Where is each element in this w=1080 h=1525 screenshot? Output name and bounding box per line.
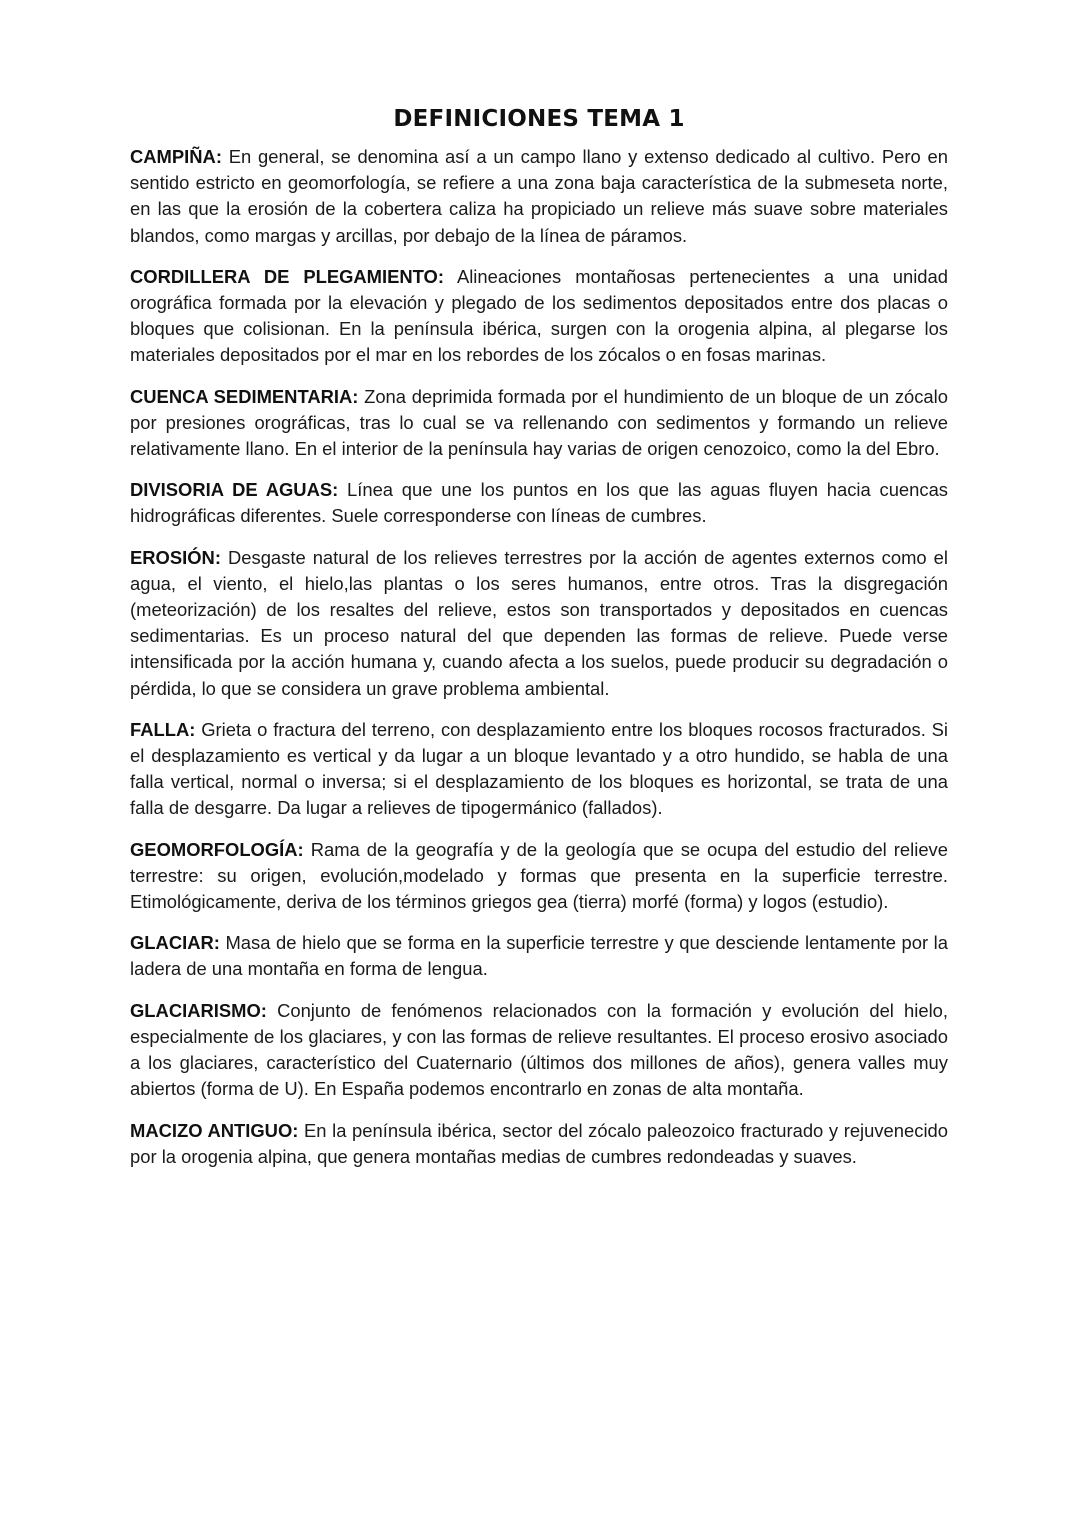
definition-term: EROSIÓN:: [130, 546, 221, 568]
definition-text: Grieta o fractura del terreno, con desplazamiento entre los bloques rocosos fracturados. Si el desplazamiento es vertical y da lugar a un bloque levantado y a otro hundido, se habla de una falla vertical, normal o inversa; si el desplazamiento de los bloques es horizontal, se trata de una falla de desgarre. Da lugar a relieves de tipogermánico (fallados).: [130, 718, 948, 819]
definition-text: Desgaste natural de los relieves terrestres por la acción de agentes externos como el agua, el viento, el hielo,las plantas o los seres humanos, entre otros. Tras la disgregación (meteorización) de los resaltes del relieve, estos son transportados y depositados en cuencas sedimentarias. Es un proceso natural del que dependen las formas de relieve. Puede verse intensificada por la acción humana y, cuando afecta a los suelos, puede producir su degradación o pérdida, lo que se considera un grave problema ambiental.: [130, 546, 948, 699]
definition-entry-divisoria-de-aguas: [130, 477, 948, 529]
definition-text: Alineaciones montañosas pertenecientes a una unidad orográfica formada por la elevación y plegado de los sedimentos depositados entre dos placas o bloques que colisionan. En la península ibérica, surgen con la orogenia alpina, al plegarse los materiales depositados por el mar en los rebordes de los zócalos o en fosas marinas.: [130, 265, 948, 366]
definition-entry-macizo-antiguo: [130, 1118, 948, 1170]
definition-term: CUENCA SEDIMENTARIA:: [130, 385, 359, 407]
definition-text: Zona deprimida formada por el hundimiento de un bloque de un zócalo por presiones orográficas, tras lo cual se va rellenando con sedimentos y formando un relieve relativamente llano. En el interior de la península hay varias de origen cenozoico, como la del Ebro.: [130, 385, 948, 460]
definition-term: GLACIAR:: [130, 932, 220, 954]
definition-text: En la península ibérica, sector del zócalo paleozoico fracturado y rejuvenecido por la orogenia alpina, que genera montañas medias de cumbres redondeadas y suaves.: [130, 1119, 948, 1167]
definition-entry-campina: [130, 144, 948, 249]
definition-text: En general, se denomina así a un campo llano y extenso dedicado al cultivo. Pero en sentido estricto en geomorfología, se refiere a una zona baja característica de la submeseta norte, en las que la erosión de la cobertera caliza ha propiciado un relieve más suave sobre materiales blandos, como margas y arcillas, por debajo de la línea de páramos.: [130, 146, 948, 246]
definition-text: Conjunto de fenómenos relacionados con la formación y evolución del hielo, especialmente de los glaciares, y con las formas de relieve resultantes. El proceso erosivo asociado a los glaciares, característico del Cuaternario (últimos dos millones de años), genera valles muy abiertos (forma de U). En España podemos encontrarlo en zonas de alta montaña.: [130, 999, 948, 1100]
definition-term: CORDILLERA DE PLEGAMIENTO:: [130, 265, 444, 287]
definition-term: DIVISORIA DE AGUAS:: [130, 479, 339, 501]
definition-entry-glaciar: [130, 930, 948, 982]
definition-text: Masa de hielo que se forma en la superficie terrestre y que desciende lentamente por la ladera de una montaña en forma de lengua.: [130, 932, 948, 980]
definition-term: CAMPIÑA:: [130, 146, 222, 167]
definition-entry-glaciarismo: [130, 998, 948, 1103]
definition-term: GEOMORFOLOGÍA:: [130, 838, 304, 860]
document-page: [130, 106, 948, 1185]
definition-entry-cuenca-sedimentaria: [130, 384, 948, 463]
definition-term: GLACIARISMO:: [130, 999, 267, 1021]
definition-term: FALLA:: [130, 718, 196, 740]
definition-entry-cordillera-de-plegamiento: [130, 264, 948, 369]
document-title: DEFINICIONES TEMA 1: [393, 106, 685, 132]
definition-entry-falla: [130, 717, 948, 822]
definition-text: Rama de la geografía y de la geología que se ocupa del estudio del relieve terrestre: su origen, evolución,modelado y formas que presenta en la superficie terrestre. Etimológicamente, deriva de los términos griegos gea (tierra) morfé (forma) y logos (estudio).: [130, 838, 948, 913]
definition-entry-erosion: [130, 545, 948, 702]
definition-term: MACIZO ANTIGUO:: [130, 1119, 299, 1141]
definition-text: Línea que une los puntos en los que las aguas fluyen hacia cuencas hidrográficas diferentes. Suele corresponderse con líneas de cumbres.: [130, 479, 948, 527]
definition-entry-geomorfologia: [130, 837, 948, 916]
